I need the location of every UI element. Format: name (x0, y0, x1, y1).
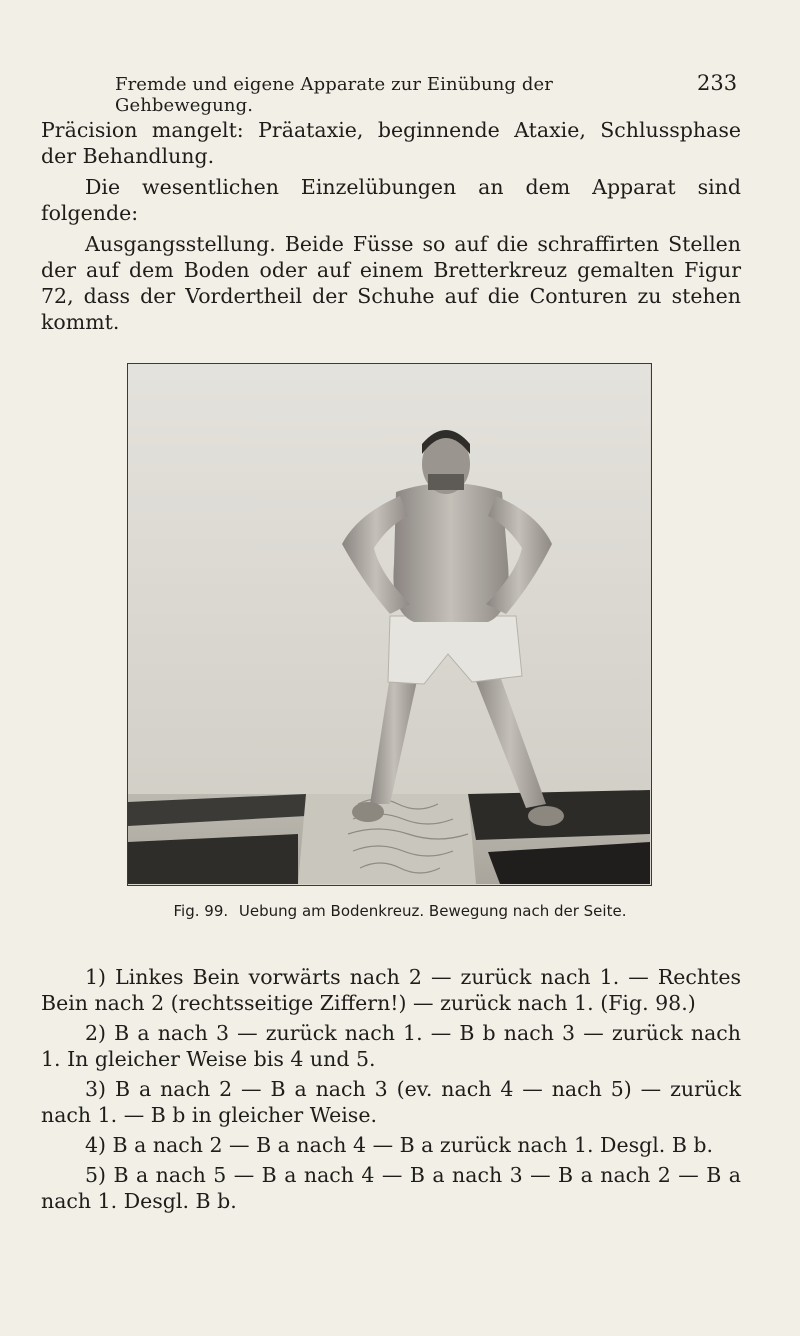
list-item: 2) B a nach 3 — zurück nach 1. — B b nach 3 — zurück nach 1. In gleicher Weise bis 4 und 5. (41, 1021, 741, 1071)
paragraph-1: Präcision mangelt: Präataxie, beginnende Ataxie, Schlussphase der Behandlung. (41, 118, 741, 168)
list-item: 4) B a nach 2 — B a nach 4 — B a zurück nach 1. Desgl. B b. (85, 1133, 714, 1157)
list-item: 5) B a nach 5 — B a nach 4 — B a nach 3 — B a nach 2 — B a nach 1. Desgl. B b. (41, 1163, 741, 1213)
running-title: Fremde und eigene Apparate zur Einübung der Gehbewegung. (115, 74, 553, 116)
board-center (298, 794, 476, 884)
left-foot (352, 802, 384, 822)
page-number: 233 (697, 71, 738, 95)
figure-photograph (127, 363, 652, 886)
figure-label: Fig. 99. (173, 902, 229, 920)
exercise-list (41, 964, 741, 1218)
paragraph-2: Die wesentlichen Einzelübungen an dem Apparat sind folgende: (41, 175, 741, 225)
list-item: 1) Linkes Bein vorwärts nach 2 — zurück nach 1. — Rechtes Bein nach 2 (rechtsseitige Ziffern!) — zurück nach 1. (Fig. 98.) (41, 965, 741, 1015)
figure-caption-text: Uebung am Bodenkreuz. Bewegung nach der Seite. (238, 902, 627, 920)
right-foot (528, 806, 564, 826)
board-left-bottom (128, 834, 298, 884)
list-item: 3) B a nach 2 — B a nach 3 (ev. nach 4 — nach 5) — zurück nach 1. — B b in gleicher Weise. (41, 1077, 741, 1127)
figure-illustration (128, 364, 650, 884)
face-obscured (428, 474, 464, 490)
paragraph-3: Ausgangsstellung. Beide Füsse so auf die schraffirten Stellen der auf dem Boden oder auf einem Bretterkreuz gemalten Figur 72, dass der Vordertheil der Schuhe auf die Conturen zu stehen kommt. (41, 232, 741, 334)
body-text (41, 117, 741, 335)
figure-caption (0, 902, 800, 920)
